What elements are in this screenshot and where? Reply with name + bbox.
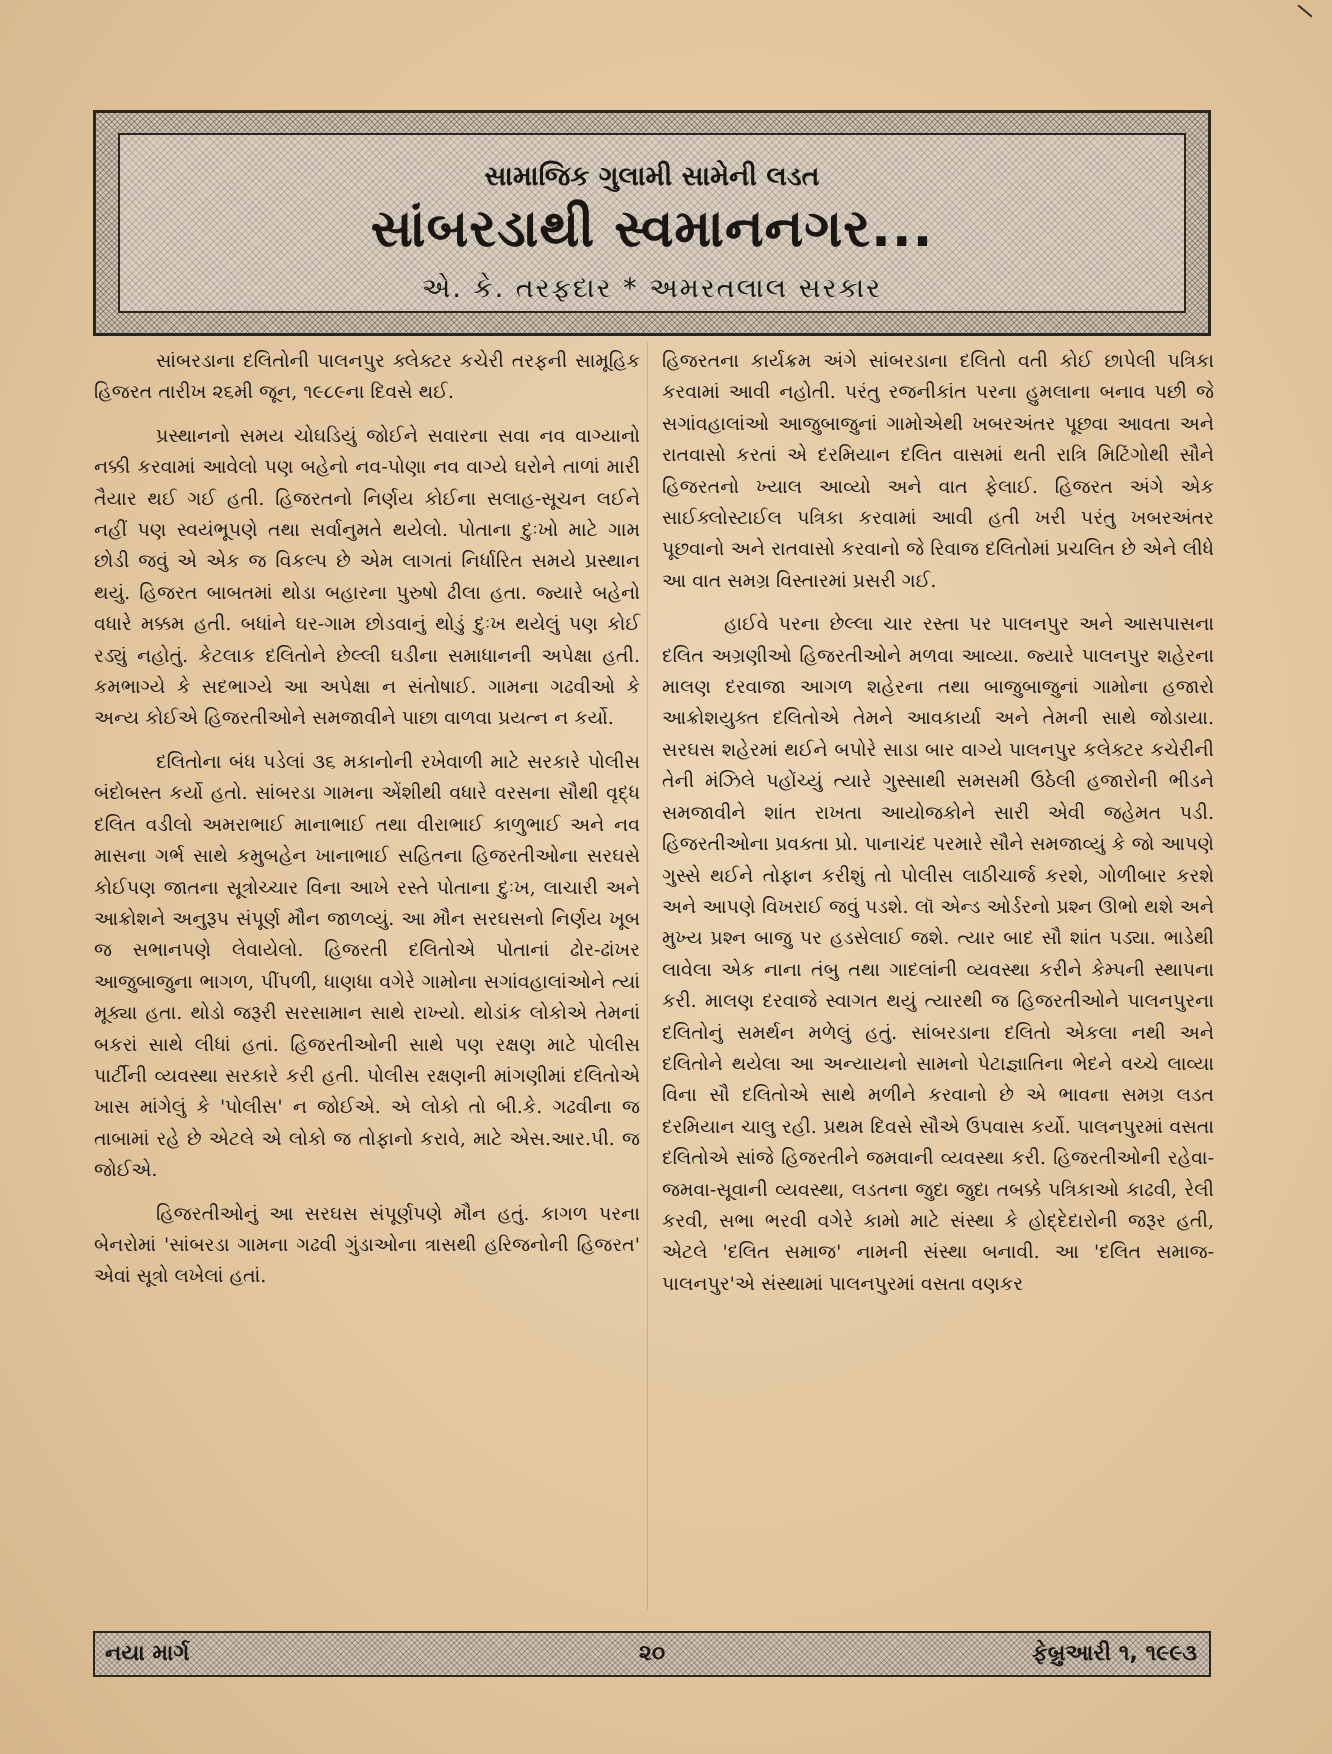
page-number: ૨૦ — [638, 1641, 666, 1666]
article-header-inner — [118, 133, 1186, 313]
corner-mark — [1297, 4, 1312, 17]
paragraph: સાંબરડાના દલિતોની પાલનપુર ક્લેક્ટર કચેરી તરફની સામૂહિક હિજરત તારીખ ૨૬મી જૂન, ૧૯૮૯ના દિવસે થઈ. — [94, 350, 640, 404]
left-column — [94, 346, 640, 1305]
paragraph: હિજરતના કાર્યક્રમ અંગે સાંબરડાના દલિતો વતી કોઈ છાપેલી પત્રિકા કરવામાં આવી નહોતી. પરંતુ રજનીકાંત પરના હુમલાના બનાવ પછી જે સગાંવહાલાંઓ આજુબાજુનાં ગામોએથી ખબરઅંતર પૂછવા આવતા અને રાતવાસો કરતાં એ દરમિયાન દલિત વાસમાં થતી રાત્રિ મિટિંગોથી સૌને હિજરતનો ખ્યાલ આવ્યો અને વાત ફેલાઈ. હિજરત અંગે એક સાઈક્લોસ્ટાઈલ પત્રિકા કરવામાં આવી હતી ખરી પરંતુ ખબરઅંતર પૂછવાનો અને રાતવાસો કરવાનો જે રિવાજ દલિતોમાં પ્રચલિત છે એને લીધે આ વાત સમગ્ર વિસ્તારમાં પ્રસરી ગઈ. — [662, 350, 1214, 592]
article-kicker: સામાજિક ગુલામી સામેની લડત — [484, 161, 820, 192]
column-gutter — [647, 342, 648, 1610]
magazine-name: નયા માર્ગ — [105, 1641, 190, 1666]
page-footer — [93, 1631, 1211, 1677]
article-title: સાંબરડાથી સ્વમાનનગર... — [370, 199, 934, 259]
paragraph: હાઈવે પરના છેલ્લા ચાર રસ્તા પર પાલનપુર અને આસપાસના દલિત અગ્રણીઓ હિજરતીઓને મળવા આવ્યા. જ્યારે પાલનપુર શહેરના માલણ દરવાજા આગળ શહેરના તથા બાજુબાજુનાં ગામોના હજારો આક્રોશયુક્ત દલિતોએ તેમને આવકાર્યા અને તેમની સાથે જોડાયા. સરઘસ શહેરમાં થઈને બપોરે સાડા બાર વાગ્યે પાલનપુર કલેક્ટર કચેરીની તેની મંઝિલે પહોંચ્યું ત્યારે ગુસ્સાથી સમસમી ઉઠેલી હજારોની ભીડને સમજાવીને શાંત રાખતા આયોજકોને સારી એવી જહેમત પડી. હિજરતીઓના પ્રવક્તા પ્રો. પાનાચંદ પરમારે સૌને સમજાવ્યું કે જો આપણે ગુસ્સે થઈને તોફાન કરીશું તો પોલીસ લાઠીચાર્જ કરશે, ગોળીબાર કરશે અને આપણે વિખરાઈ જવું પડશે. લૉ એન્ડ ઓર્ડરનો પ્રશ્ન ઊભો થશે અને મુખ્ય પ્રશ્ન બાજુ પર હડસેલાઈ જશે. ત્યાર બાદ સૌ શાંત પડ્યા. ભાડેથી લાવેલા એક નાના તંબુ તથા ગાદલાંની વ્યવસ્થા કરીને કેમ્પની સ્થાપના કરી. માલણ દરવાજે સ્વાગત થયું ત્યારથી જ હિજરતીઓને પાલનપુરના દલિતોનું સમર્થન મળેલું હતું. સાંબરડાના દલિતો એકલા નથી અને દલિતોને થયેલા આ અન્યાયનો સામનો પેટાજ્ઞાતિના ભેદને વચ્ચે લાવ્યા વિના સૌ દલિતોએ સાથે મળીને કરવાનો છે એ ભાવના સમગ્ર લડત દરમિયાન ચાલુ રહી. પ્રથમ દિવસે સૌએ ઉપવાસ કર્યો. પાલનપુરમાં વસતા દલિતોએ સાંજે હિજરતીને જમવાની વ્યવસ્થા કરી. હિજરતીઓની રહેવા-જમવા-સૂવાની વ્યવસ્થા, લડતના જુદા જુદા તબક્કે પત્રિકાઓ કાઢવી, રેલી કરવી, સભા ભરવી વગેરે કામો માટે સંસ્થા કે હોદ્દેદારોની જરૂર હતી, એટલે 'દલિત સમાજ' નામની સંસ્થા બનાવી. આ 'દલિત સમાજ- પાલનપુર'એ સંસ્થામાં પાલનપુરમાં વસતા વણકર — [662, 613, 1214, 1295]
paragraph: હિજરતીઓનું આ સરઘસ સંપૂર્ણપણે મૌન હતું. કાગળ પરના બેનરોમાં 'સાંબરડા ગામના ગઢવી ગુંડાઓના ત્રાસથી હરિજનોની હિજરત' એવાં સૂત્રો લખેલાં હતાં. — [94, 1202, 640, 1288]
article-header — [93, 110, 1211, 336]
right-column — [662, 346, 1214, 1312]
article-authors: એ. કે. તરફદાર * અમરતલાલ સરકાર — [421, 273, 883, 304]
paragraph: દલિતોના બંધ પડેલાં ૩૬ મકાનોની રખેવાળી માટે સરકારે પોલીસ બંદોબસ્ત કર્યો હતો. સાંબરડા ગામના એંશીથી વધારે વરસના સૌથી વૃદ્ધ દલિત વડીલો અમરાભાઈ માનાભાઈ તથા વીરાભાઈ કાળુભાઈ અને નવ માસના ગર્ભ સાથે કમુબહેન ખાનાભાઈ સહિતના હિજરતીઓના સરઘસે કોઈપણ જાતના સૂત્રોચ્ચાર વિના આખે રસ્તે પોતાના દુઃખ, લાચારી અને આક્રોશને અનુરૂપ સંપૂર્ણ મૌન જાળવ્યું. આ મૌન સરઘસનો નિર્ણય ખૂબ જ સભાનપણે લેવાયેલો. હિજરતી દલિતોએ પોતાનાં ઢોર-ઢાંખર આજુબાજુના ભાગળ, પીંપળી, ધાણધા વગેરે ગામોના સગાંવહાલાંઓને ત્યાં મૂક્યા હતા. થોડો જરૂરી સરસામાન સાથે રાખ્યો. થોડાંક લોકોએ તેમનાં બકરાં સાથે લીધાં હતાં. હિજરતીઓની સાથે પણ રક્ષણ માટે પોલીસ પાર્ટીની વ્યવસ્થા સરકારે કરી હતી. પોલીસ રક્ષણની માંગણીમાં દલિતોએ ખાસ માંગેલું કે 'પોલીસ' ન જોઈએ. એ લોકો તો બી.કે. ગઢવીના જ તાબામાં રહે છે એટલે એ લોકો જ તોફાનો કરાવે, માટે એસ.આર.પી. જ જોઈએ. — [94, 750, 640, 1182]
paragraph: પ્રસ્થાનનો સમય ચોઘડિયું જોઈને સવારના સવા નવ વાગ્યાનો નક્કી કરવામાં આવેલો પણ બહેનો નવ-પોણા નવ વાગ્યે ઘરોને તાળાં મારી તૈયાર થઈ ગઈ હતી. હિજરતનો નિર્ણય કોઈના સલાહ-સૂચન લઈને નહીં પણ સ્વયંભૂપણે તથા સર્વાનુમતે થયેલો. પોતાના દુઃખો માટે ગામ છોડી જવું એ એક જ વિકલ્પ છે એમ લાગતાં નિર્ધારિત સમયે પ્રસ્થાન થયું. હિજરત બાબતમાં થોડા બહારના પુરુષો ઢીલા હતા. જ્યારે બહેનો વધારે મક્કમ હતી. બધાંને ઘર-ગામ છોડવાનું થોડું દુઃખ થયેલું પણ કોઈ રડ્યું નહોતું. કેટલાક દલિતોને છેલ્લી ઘડીના સમાધાનની અપેક્ષા હતી. કમભાગ્યે કે સદભાગ્યે આ અપેક્ષા ન સંતોષાઈ. ગામના ગઢવીઓ કે અન્ય કોઈએ હિજરતીઓને સમજાવીને પાછા વાળવા પ્રયત્ન ન કર્યો. — [94, 424, 640, 730]
issue-date: ફેબ્રુઆરી ૧, ૧૯૯૩ — [1032, 1641, 1197, 1666]
